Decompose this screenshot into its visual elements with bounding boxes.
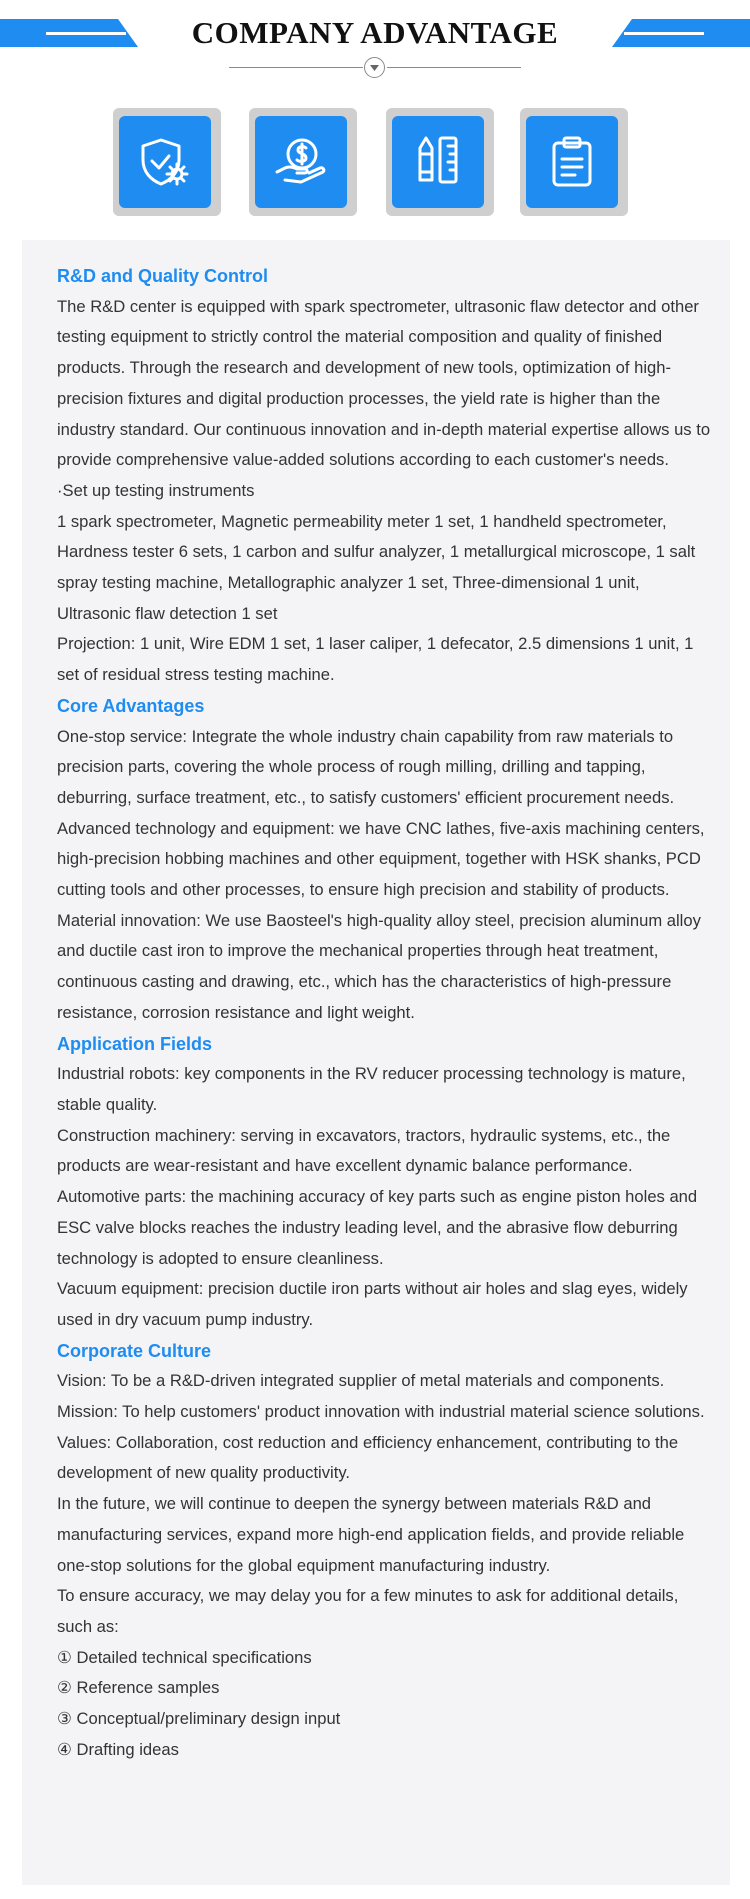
section-heading-rd: R&D and Quality Control (57, 266, 268, 286)
paragraph: Material innovation: We use Baosteel's high-quality alloy steel, precision aluminum alloy and ductile cast iron to improve the mechanical properties through heat treatment, continuous casting and drawing, etc., which has the characteristics of high-pressure resistance, corrosion resistance and light weight. (57, 910, 701, 1022)
paragraph: One-stop service: Integrate the whole industry chain capability from raw materials to precision parts, covering the whole process of rough milling, drilling and tapping, deburring, surface treatment, etc., to satisfy customers' efficient procurement needs. (57, 726, 675, 807)
shield-gear-icon (119, 116, 211, 208)
chevron-down-icon (364, 57, 385, 78)
section-header (0, 0, 750, 90)
clipboard-icon (526, 116, 618, 208)
paragraph: Projection: 1 unit, Wire EDM 1 set, 1 laser caliper, 1 defecator, 2.5 dimensions 1 unit, 1 set of residual stress testing machine. (57, 634, 694, 685)
list-item: ④ Drafting ideas (57, 1739, 179, 1759)
paragraph: Construction machinery: serving in excavators, tractors, hydraulic systems, etc., the products are wear-resistant and have excellent dynamic balance performance. (57, 1125, 671, 1176)
content-body (57, 261, 717, 1765)
page-title: COMPANY ADVANTAGE (191, 15, 559, 50)
paragraph: Vacuum equipment: precision ductile iron parts without air holes and slag eyes, widely used in dry vacuum pump industry. (57, 1279, 688, 1329)
paragraph: Advanced technology and equipment: we have CNC lathes, five-axis machining centers, high-precision hobbing machines and other equipment, together with HSK shanks, PCD cutting tools and other processes, to ensure high precision and stability of products. (57, 818, 705, 900)
icon-tile-quality (113, 108, 221, 216)
pencil-ruler-icon (392, 116, 484, 208)
paragraph: Mission: To help customers' product innovation with industrial material science solutions. (57, 1402, 705, 1422)
icon-tile-design (386, 108, 494, 216)
icon-tile-document (520, 108, 628, 216)
icon-tile-finance (249, 108, 357, 216)
section-heading-application: Application Fields (57, 1033, 213, 1054)
paragraph: To ensure accuracy, we may delay you for a few minutes to ask for additional details, such as: (57, 1586, 679, 1636)
list-item: ③ Conceptual/preliminary design input (57, 1709, 341, 1729)
paragraph: The R&D center is equipped with spark spectrometer, ultrasonic flaw detector and other testing equipment to strictly control the material composition and quality of finished products. Through the research and development of new tools, optimization of high-precision fixtures and digital production processes, the yield rate is higher than the industry standard. Our continuous innovation and in-depth material expertise allows us to provide comprehensive value-added solutions according to each customer's needs. (57, 296, 711, 470)
title-divider-left (229, 67, 363, 68)
paragraph: ·Set up testing instruments (57, 480, 255, 500)
paragraph: Automotive parts: the machining accuracy of key parts such as engine piston holes and ESC valve blocks reaches the industry leading level, and the abrasive flow deburring technology is adopted to ensure cleanliness. (57, 1187, 698, 1268)
hand-dollar-icon (255, 116, 347, 208)
title-divider-right (387, 67, 521, 68)
paragraph: Vision: To be a R&D-driven integrated supplier of metal materials and components. (57, 1371, 665, 1391)
list-item: ① Detailed technical specifications (57, 1647, 312, 1667)
list-item: ② Reference samples (57, 1678, 220, 1698)
section-heading-culture: Corporate Culture (57, 1340, 212, 1361)
paragraph: Values: Collaboration, cost reduction and efficiency enhancement, contributing to the development of new quality productivity. (57, 1432, 679, 1483)
section-heading-core: Core Advantages (57, 695, 205, 716)
paragraph: 1 spark spectrometer, Magnetic permeability meter 1 set, 1 handheld spectrometer, Hardness tester 6 sets, 1 carbon and sulfur analyzer, 1 metallurgical microscope, 1 salt spray testing machine, Metallographic analyzer 1 set, Three-dimensional 1 unit, Ultrasonic flaw detection 1 set (57, 511, 696, 623)
paragraph: In the future, we will continue to deepen the synergy between materials R&D and manufacturing services, expand more high-end application fields, and provide reliable one-stop solutions for the global equipment manufacturing industry. (57, 1494, 685, 1575)
content-panel (22, 240, 730, 1885)
paragraph: Industrial robots: key components in the RV reducer processing technology is mature, stable quality. (57, 1064, 686, 1114)
